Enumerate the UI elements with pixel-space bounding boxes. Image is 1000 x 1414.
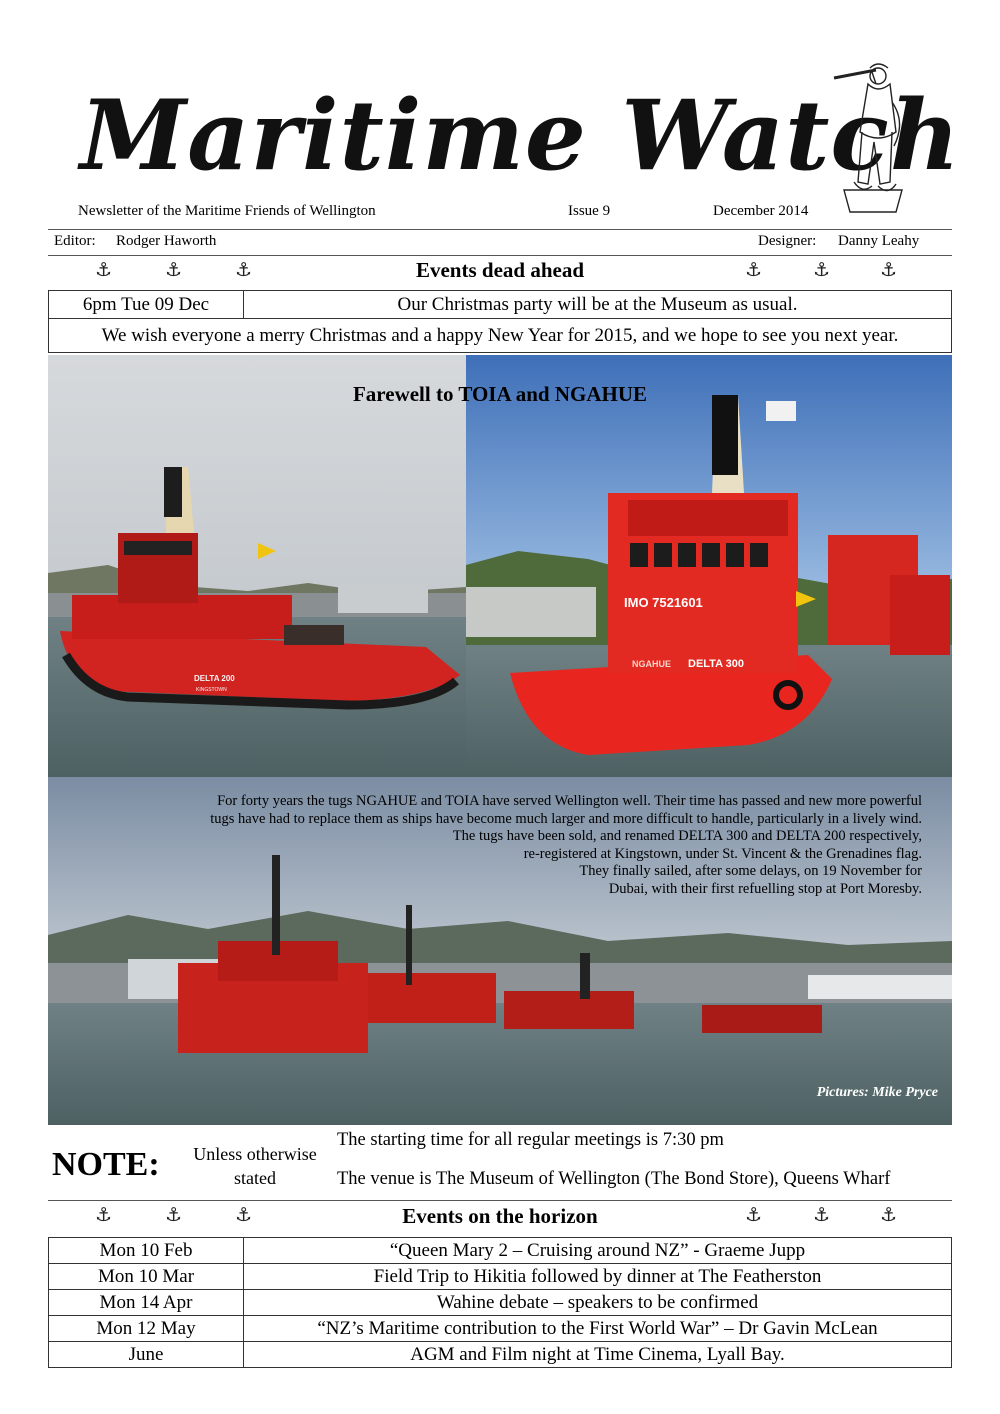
note-divider	[48, 1200, 952, 1201]
designer-name: Danny Leahy	[838, 233, 920, 249]
table-row	[49, 1342, 952, 1368]
meeting-time: The starting time for all regular meetings is 7:30 pm	[337, 1130, 724, 1150]
event-description: AGM and Film night at Time Cinema, Lyall Bay.	[244, 1342, 952, 1368]
table-row	[49, 1290, 952, 1316]
anchor-icon: ⚓	[813, 1204, 831, 1226]
event-description: Our Christmas party will be at the Museum as usual.	[244, 291, 952, 319]
event-description: “Queen Mary 2 – Cruising around NZ” - Graeme Jupp	[244, 1238, 952, 1264]
event-date: June	[49, 1342, 244, 1368]
caption-line: For forty years the tugs NGAHUE and TOIA have served Wellington well. Their time has passed and new more powerful	[217, 793, 922, 809]
anchor-icon: ⚓	[165, 1204, 183, 1226]
designer-label: Designer:	[758, 233, 817, 249]
anchor-icon: ⚓	[745, 259, 763, 281]
tug-photo-collage	[48, 355, 952, 1125]
season-greeting: We wish everyone a merry Christmas and a happy New Year for 2015, and we hope to see you next year.	[49, 319, 952, 353]
table-row	[49, 319, 952, 353]
photo-delta-300	[466, 355, 952, 777]
events-horizon-table	[48, 1237, 952, 1368]
event-date: Mon 10 Feb	[49, 1238, 244, 1264]
caption-line: The tugs have been sold, and renamed DELTA 300 and DELTA 200 respectively,	[452, 828, 922, 844]
event-description: Field Trip to Hikitia followed by dinner at The Featherston	[244, 1264, 952, 1290]
boat-name-delta-300: DELTA 300	[688, 658, 745, 670]
anchor-icon: ⚓	[813, 259, 831, 281]
table-row	[49, 1264, 952, 1290]
caption-line: re-registered at Kingstown, under St. Vincent & the Grenadines flag.	[523, 845, 922, 862]
event-description: “NZ’s Maritime contribution to the First World War” – Dr Gavin McLean	[244, 1316, 952, 1342]
anchor-icon: ⚓	[880, 259, 898, 281]
editor-name: Rodger Haworth	[116, 233, 217, 249]
event-date: Mon 14 Apr	[49, 1290, 244, 1316]
anchor-icon: ⚓	[95, 259, 113, 281]
issue-number: Issue 9	[568, 203, 611, 219]
anchor-icon: ⚓	[235, 259, 253, 281]
anchor-icon: ⚓	[95, 1204, 113, 1226]
anchor-icon: ⚓	[745, 1204, 763, 1226]
boat-old-name: NGAHUE	[632, 659, 672, 669]
events-dead-ahead-title: Events dead ahead	[415, 258, 585, 282]
table-row	[49, 1238, 952, 1264]
caption-line: They finally sailed, after some delays, on 19 November for	[579, 863, 922, 879]
event-date: 6pm Tue 09 Dec	[49, 291, 244, 319]
photo-delta-200	[48, 355, 466, 777]
table-row	[49, 291, 952, 319]
feature-caption	[62, 793, 922, 898]
caption-line: Dubai, with their first refuelling stop at Port Moresby.	[608, 880, 922, 897]
anchor-icon: ⚓	[235, 1204, 253, 1226]
anchor-icon: ⚓	[880, 1204, 898, 1226]
masthead-title: Maritime Watch	[80, 79, 961, 192]
boat-name-delta-200: DELTA 200	[194, 674, 235, 683]
event-date: Mon 12 May	[49, 1316, 244, 1342]
event-date: Mon 10 Mar	[49, 1264, 244, 1290]
editor-label: Editor:	[54, 233, 96, 249]
boat-port: KINGSTOWN	[196, 687, 227, 693]
anchor-icon: ⚓	[165, 259, 183, 281]
photo-credit: Pictures: Mike Pryce	[816, 1085, 938, 1100]
feature-title: Farewell to TOIA and NGAHUE	[352, 382, 648, 406]
event-description: Wahine debate – speakers to be confirmed	[244, 1290, 952, 1316]
events-dead-ahead-table	[48, 290, 952, 353]
newsletter-subtitle: Newsletter of the Maritime Friends of Wellington	[78, 203, 376, 219]
header-divider	[48, 229, 952, 230]
boat-imo-number: IMO 7521601	[624, 595, 703, 610]
note-unless: Unless otherwise stated	[193, 1144, 317, 1188]
sailor-telescope-icon	[832, 62, 914, 218]
meeting-venue: The venue is The Museum of Wellington (The Bond Store), Queens Wharf	[337, 1169, 891, 1189]
credits-divider	[48, 255, 952, 256]
table-row	[49, 1316, 952, 1342]
caption-line: tugs have had to replace them as ships have become much larger and more difficult to handle, particularly in a lively wind.	[210, 810, 922, 827]
note-label: NOTE:	[52, 1146, 160, 1183]
issue-date: December 2014	[713, 203, 809, 219]
events-horizon-title: Events on the horizon	[402, 1204, 598, 1228]
